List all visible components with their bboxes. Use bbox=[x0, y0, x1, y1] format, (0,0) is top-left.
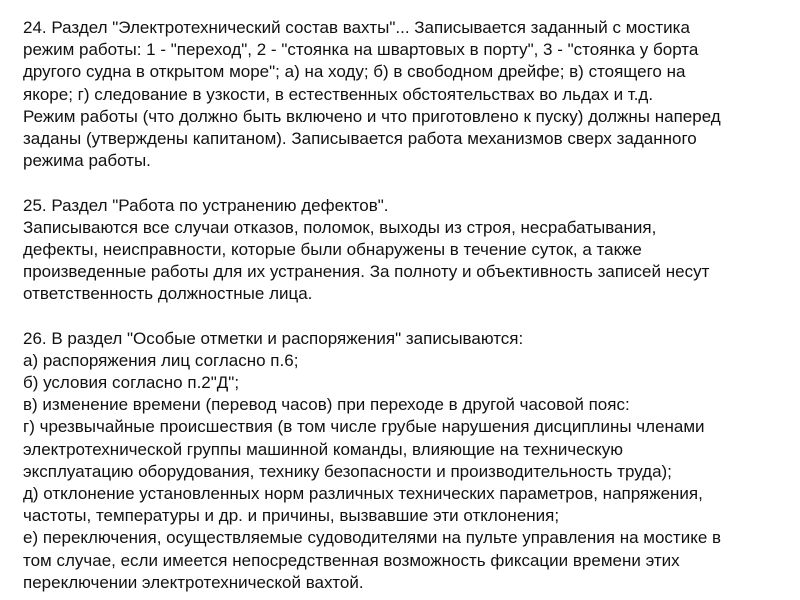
section-24 bbox=[23, 17, 783, 172]
section-26 bbox=[23, 328, 783, 594]
section-25 bbox=[23, 195, 783, 306]
text-line: том случае, если имеется непосредственная возможность фиксации времени этих bbox=[23, 550, 680, 570]
text-line: эксплуатацию оборудования, технику безопасности и производительность труда); bbox=[23, 461, 672, 481]
text-line: 24. Раздел "Электротехнический состав вахты"... Записывается заданный с мостика bbox=[23, 18, 690, 37]
paragraph-gap bbox=[23, 305, 783, 327]
text-line: электротехнической группы машинной команды, влияющие на техническую bbox=[23, 439, 624, 459]
text-line: б) условия согласно п.2"Д"; bbox=[23, 373, 240, 392]
text-line: другого судна в открытом море"; а) на ходу; б) в свободном дрейфе; в) стоящего на bbox=[23, 62, 686, 82]
text-line: Режим работы (что должно быть включено и что приготовлено к пуску) должны наперед bbox=[23, 106, 721, 126]
text-line: 25. Раздел "Работа по устранению дефектов". bbox=[23, 195, 389, 215]
text-line: д) отклонение установленных норм различных технических параметров, напряжения, bbox=[23, 483, 703, 503]
text-line: е) переключения, осуществляемые судоводителями на пульте управления на мостике в bbox=[23, 528, 722, 548]
text-line: Записываются все случаи отказов, поломок, выходы из строя, несрабатывания, bbox=[23, 217, 657, 237]
text-line: г) чрезвычайные происшествия (в том числе грубые нарушения дисциплины членами bbox=[23, 417, 705, 437]
text-line: а) распоряжения лиц согласно п.6; bbox=[23, 350, 299, 370]
text-line: произведенные работы для их устранения. За полноту и объективность записей несут bbox=[23, 262, 710, 282]
text-line: заданы (утверждены капитаном). Записывается работа механизмов сверх заданного bbox=[23, 128, 697, 148]
text-line: режим работы: 1 - "переход", 2 - "стоянка на швартовых в порту", 3 - "стоянка у борта bbox=[23, 40, 699, 60]
text-line: дефекты, неисправности, которые были обнаружены в течение суток, а также bbox=[23, 239, 642, 259]
text-line: режима работы. bbox=[23, 151, 151, 171]
text-line: в) изменение времени (перевод часов) при переходе в другой часовой пояс: bbox=[23, 395, 630, 415]
paragraph-gap bbox=[23, 172, 783, 194]
text-line: ответственность должностные лица. bbox=[23, 284, 313, 304]
document-page bbox=[23, 17, 783, 594]
text-line: переключении электротехнической вахтой. bbox=[23, 572, 364, 592]
text-line: 26. В раздел "Особые отметки и распоряжения" записываются: bbox=[23, 328, 524, 348]
text-line: якоре; г) следование в узкости, в естественных обстоятельствах во льдах и т.д. bbox=[23, 84, 654, 104]
text-line: частоты, температуры и др. и причины, вызвавшие эти отклонения; bbox=[23, 506, 560, 526]
